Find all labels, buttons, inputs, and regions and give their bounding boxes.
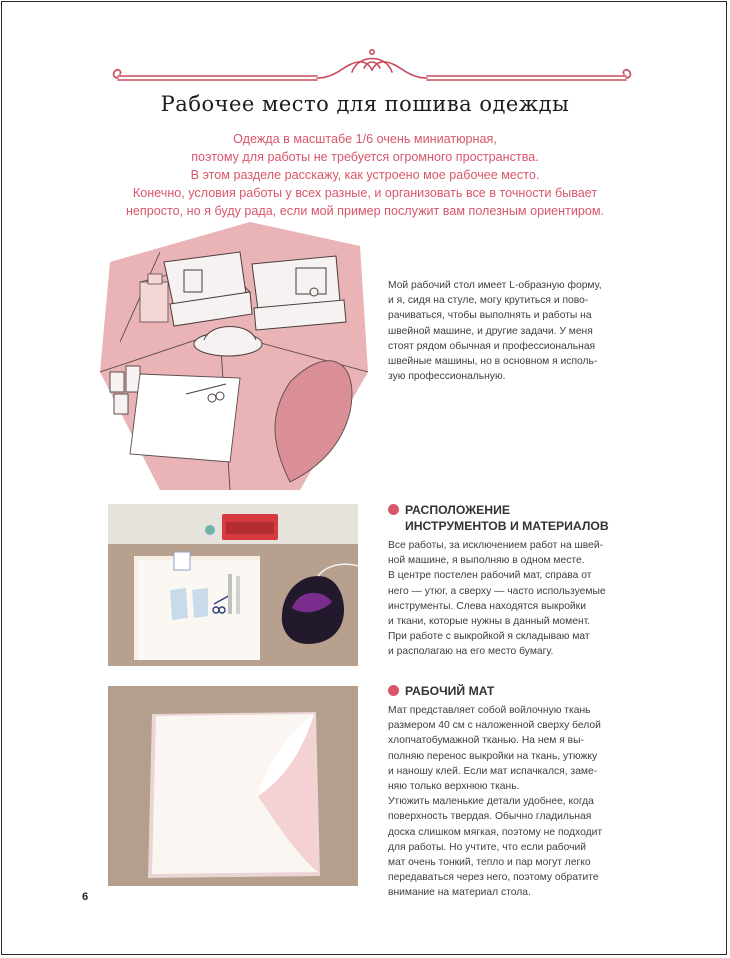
text-line: и располагаю на его место бумагу. [388,646,554,658]
text-line: размером 40 см с наложенной сверху белой [388,720,601,732]
text-line: инструменты. Слева находятся выкройки [388,600,586,612]
text-line: В центре постелен рабочий мат, справа от [388,570,592,582]
section-tools-layout [388,502,688,660]
text-line: и наношу клей. Если мат испачкался, заме- [388,765,598,777]
text-line: внимание на материал стола. [388,887,531,899]
text-line: При работе с выкройкой я складываю мат [388,631,590,643]
text-line: швейной машине, и другие задачи. У меня [388,325,593,337]
text-line: Мой рабочий стол имеет L-образную форму, [388,280,602,291]
tools-layout-photo [108,504,358,666]
intro-line: Конечно, условия работы у всех разные, и организовать все в точности бывает [132,186,598,200]
intro-text [60,130,670,220]
decorative-ornament [112,44,632,90]
text-line: швейные машины, но в основном я исполь- [388,356,598,368]
text-line: и я, сидя на стуле, могу крутиться и пово- [388,295,589,307]
intro-line: В этом разделе расскажу, как устроено мое рабочее место. [190,168,540,182]
bullet-icon [388,685,399,696]
text-line: мат очень тонкий, тепло и пар могут легко [388,857,591,869]
page-title: Рабочее место для пошива одежды [160,92,570,116]
text-line: ной машине, я выполняю в одном месте. [388,555,585,567]
text-line: доска слишком мягкая, поэтому не подходит [388,826,603,838]
text-line: рачиваться, чтобы выполнять и работы на [388,310,592,322]
page-number: 6 [82,891,89,903]
text-line: няю только верхнюю ткань. [388,781,520,793]
workspace-illustration [100,222,368,490]
text-line: зую профессиональную. [388,371,506,383]
text-line: поверхность твердая. Обычно гладильная [388,811,592,823]
bullet-icon [388,504,399,515]
intro-line: непросто, но я буду рада, если мой пример послужит вам полезным ориентиром. [125,204,605,218]
section-heading [388,502,688,534]
text-line: хлопчатобумажной тканью. На нем я вы- [388,735,584,747]
text-line: полняю перенос выкройки на ткань, утюжку [388,750,598,762]
section-heading [388,683,688,699]
text-line: Все работы, за исключением работ на швей- [388,540,604,551]
text-line: Утюжить маленькие детали удобнее, когда [388,796,594,808]
intro-line: Одежда в масштабе 1/6 очень миниатюрная, [233,132,497,146]
workspace-description [388,278,643,384]
work-mat-photo [108,686,358,886]
section-heading-line: РАБОЧИЙ МАТ [405,684,495,698]
text-line: для работы. Но учтите, что если рабочий [388,841,586,853]
text-line: Мат представляет собой войлочную ткань [388,705,591,716]
text-line: передаваться через него, поэтому обратите [388,872,599,884]
section-work-mat [388,683,688,901]
text-line: стоят рядом обычная и профессиональная [388,340,596,352]
text-line: и ткани, которые нужны в данный момент. [388,616,591,628]
text-line: него — утюг, а сверху — часто используемые [388,585,606,597]
intro-line: поэтому для работы не требуется огромного пространства. [191,150,539,164]
section-heading-line: РАСПОЛОЖЕНИЕ [405,503,510,517]
section-heading-line: ИНСТРУМЕНТОВ И МАТЕРИАЛОВ [405,519,609,533]
